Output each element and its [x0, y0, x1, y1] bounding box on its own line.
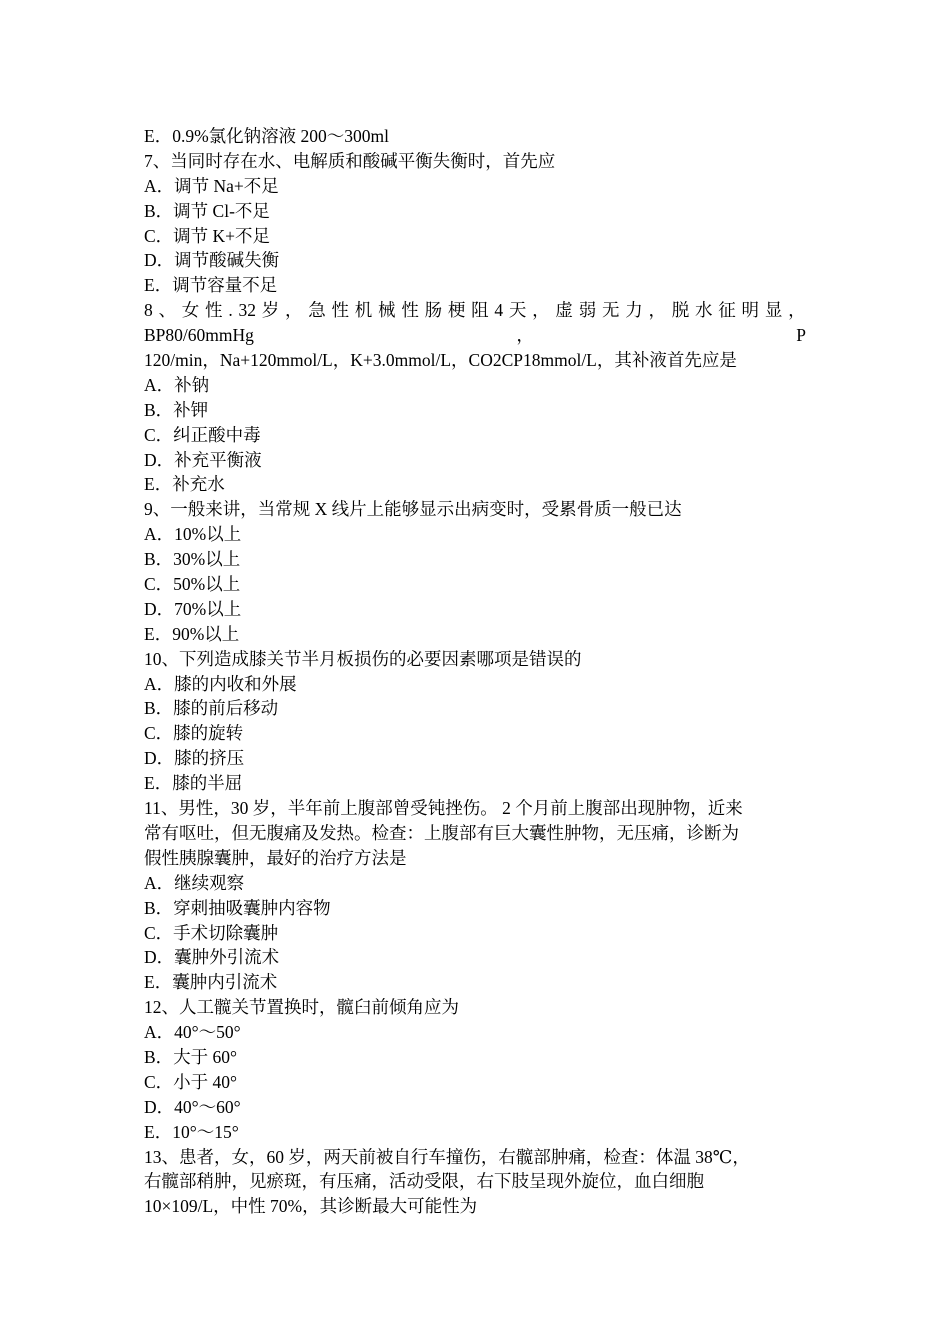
option-line: C．50%以上 [144, 574, 241, 595]
q8-token: 脱 [671, 300, 690, 321]
q8-token: 天 [508, 300, 527, 321]
option-line: D．膝的挤压 [144, 748, 245, 769]
q8-token: ， [284, 300, 303, 321]
q8-token: 岁 [261, 300, 280, 321]
q8-token: 水 [695, 300, 713, 321]
option-line: B．补钾 [144, 399, 209, 420]
q8-token: ， [788, 300, 806, 321]
document-body [144, 124, 806, 1219]
q8-token: 虚 [555, 300, 573, 321]
question-11-line-3: 假性胰腺囊肿，最好的治疗方法是 [144, 847, 407, 868]
q8-token: 性 [331, 300, 350, 321]
question-13-line-2: 右髋部稍肿，见瘀斑，有压痛，活动受限，右下肢呈现外旋位，血白细胞 [144, 1171, 704, 1192]
option-line: E．10°～15° [144, 1121, 239, 1142]
option-line: A．补钠 [144, 374, 210, 395]
option-line: E．0.9%氯化钠溶液 200～300ml [144, 126, 389, 146]
option-line: B．30%以上 [144, 549, 241, 570]
question-11-line-2: 常有呕吐，但无腹痛及发热。检查：上腹部有巨大囊性肿物，无压痛，诊断为 [144, 822, 739, 843]
option-line: C．调节 K+不足 [144, 225, 271, 246]
option-line: E．调节容量不足 [144, 275, 278, 296]
option-line: D．调节酸碱失衡 [144, 250, 280, 271]
q8-token: ， [648, 300, 666, 321]
option-line: C．纠正酸中毒 [144, 424, 261, 445]
option-line: D．70%以上 [144, 598, 242, 619]
question-8-line-2 [144, 323, 806, 348]
option-line: B．穿刺抽吸囊肿内容物 [144, 897, 331, 918]
q8-token: 8 [144, 300, 153, 321]
q8-token: . [228, 300, 233, 321]
q8-token: 无 [601, 300, 620, 321]
question-12: 12、人工髋关节置换时，髋臼前倾角应为 [144, 997, 459, 1018]
q8-token: P [796, 325, 806, 346]
question-13-line-3: 10×109/L，中性 70%，其诊断最大可能性为 [144, 1196, 478, 1217]
option-line: D．补充平衡液 [144, 449, 262, 470]
q8-token: BP80/60mmHg [144, 325, 254, 346]
option-line: E．膝的半屈 [144, 773, 243, 794]
q8-token: 4 [494, 300, 504, 321]
option-line: C．手术切除囊肿 [144, 922, 279, 943]
option-line: E．补充水 [144, 474, 225, 495]
q8-token: 力 [625, 300, 643, 321]
option-line: A．膝的内收和外展 [144, 673, 297, 694]
question-8-line-1 [144, 298, 806, 323]
q8-token: 性 [401, 300, 419, 321]
q8-token: 肠 [424, 300, 443, 321]
question-8-line-3: 120/min，Na+120mmol/L，K+3.0mmol/L，CO2CP18mmol/L，其补液首先应是 [144, 350, 737, 371]
option-line: E．囊肿内引流术 [144, 972, 278, 993]
option-line: A．调节 Na+不足 [144, 175, 279, 196]
q8-token: ， [532, 300, 550, 321]
q8-token: 械 [378, 300, 396, 321]
question-7: 7、当同时存在水、电解质和酸碱平衡失衡时，首先应 [144, 150, 556, 171]
option-line: D．囊肿外引流术 [144, 947, 280, 968]
option-line: C．小于 40° [144, 1071, 238, 1092]
q8-token: 阻 [471, 300, 489, 321]
q8-token: 性 [205, 300, 223, 321]
option-line: A．40°～50° [144, 1022, 241, 1043]
option-line: B．大于 60° [144, 1046, 238, 1067]
option-line: A．10%以上 [144, 524, 242, 545]
q8-token: 急 [308, 300, 326, 321]
option-line: A．继续观察 [144, 872, 245, 893]
option-line: B．膝的前后移动 [144, 698, 279, 719]
question-9: 9、一般来讲，当常规 X 线片上能够显示出病变时，受累骨质一般已达 [144, 499, 682, 520]
option-line: E．90%以上 [144, 623, 240, 644]
option-line: D．40°～60° [144, 1096, 241, 1117]
option-line: B．调节 Cl-不足 [144, 200, 270, 221]
q8-token: 、 [158, 300, 177, 321]
q8-token: 梗 [447, 300, 466, 321]
q8-token: 明 [741, 300, 760, 321]
q8-token: 女 [181, 300, 200, 321]
q8-token: 征 [718, 300, 736, 321]
q8-token: 32 [238, 300, 256, 321]
question-11-line-1: 11、男性，30 岁，半年前上腹部曾受钝挫伤。 2 个月前上腹部出现肿物，近来 [144, 798, 743, 819]
q8-token: ， [516, 325, 534, 346]
q8-token: 弱 [578, 300, 597, 321]
question-13-line-1: 13、患者，女，60 岁，两天前被自行车撞伤，右髋部肿痛，检查：体温 38℃， [144, 1146, 750, 1167]
option-line: C．膝的旋转 [144, 723, 244, 744]
q8-token: 显 [764, 300, 783, 321]
question-10: 10、下列造成膝关节半月板损伤的必要因素哪项是错误的 [144, 648, 582, 669]
q8-token: 机 [354, 300, 373, 321]
